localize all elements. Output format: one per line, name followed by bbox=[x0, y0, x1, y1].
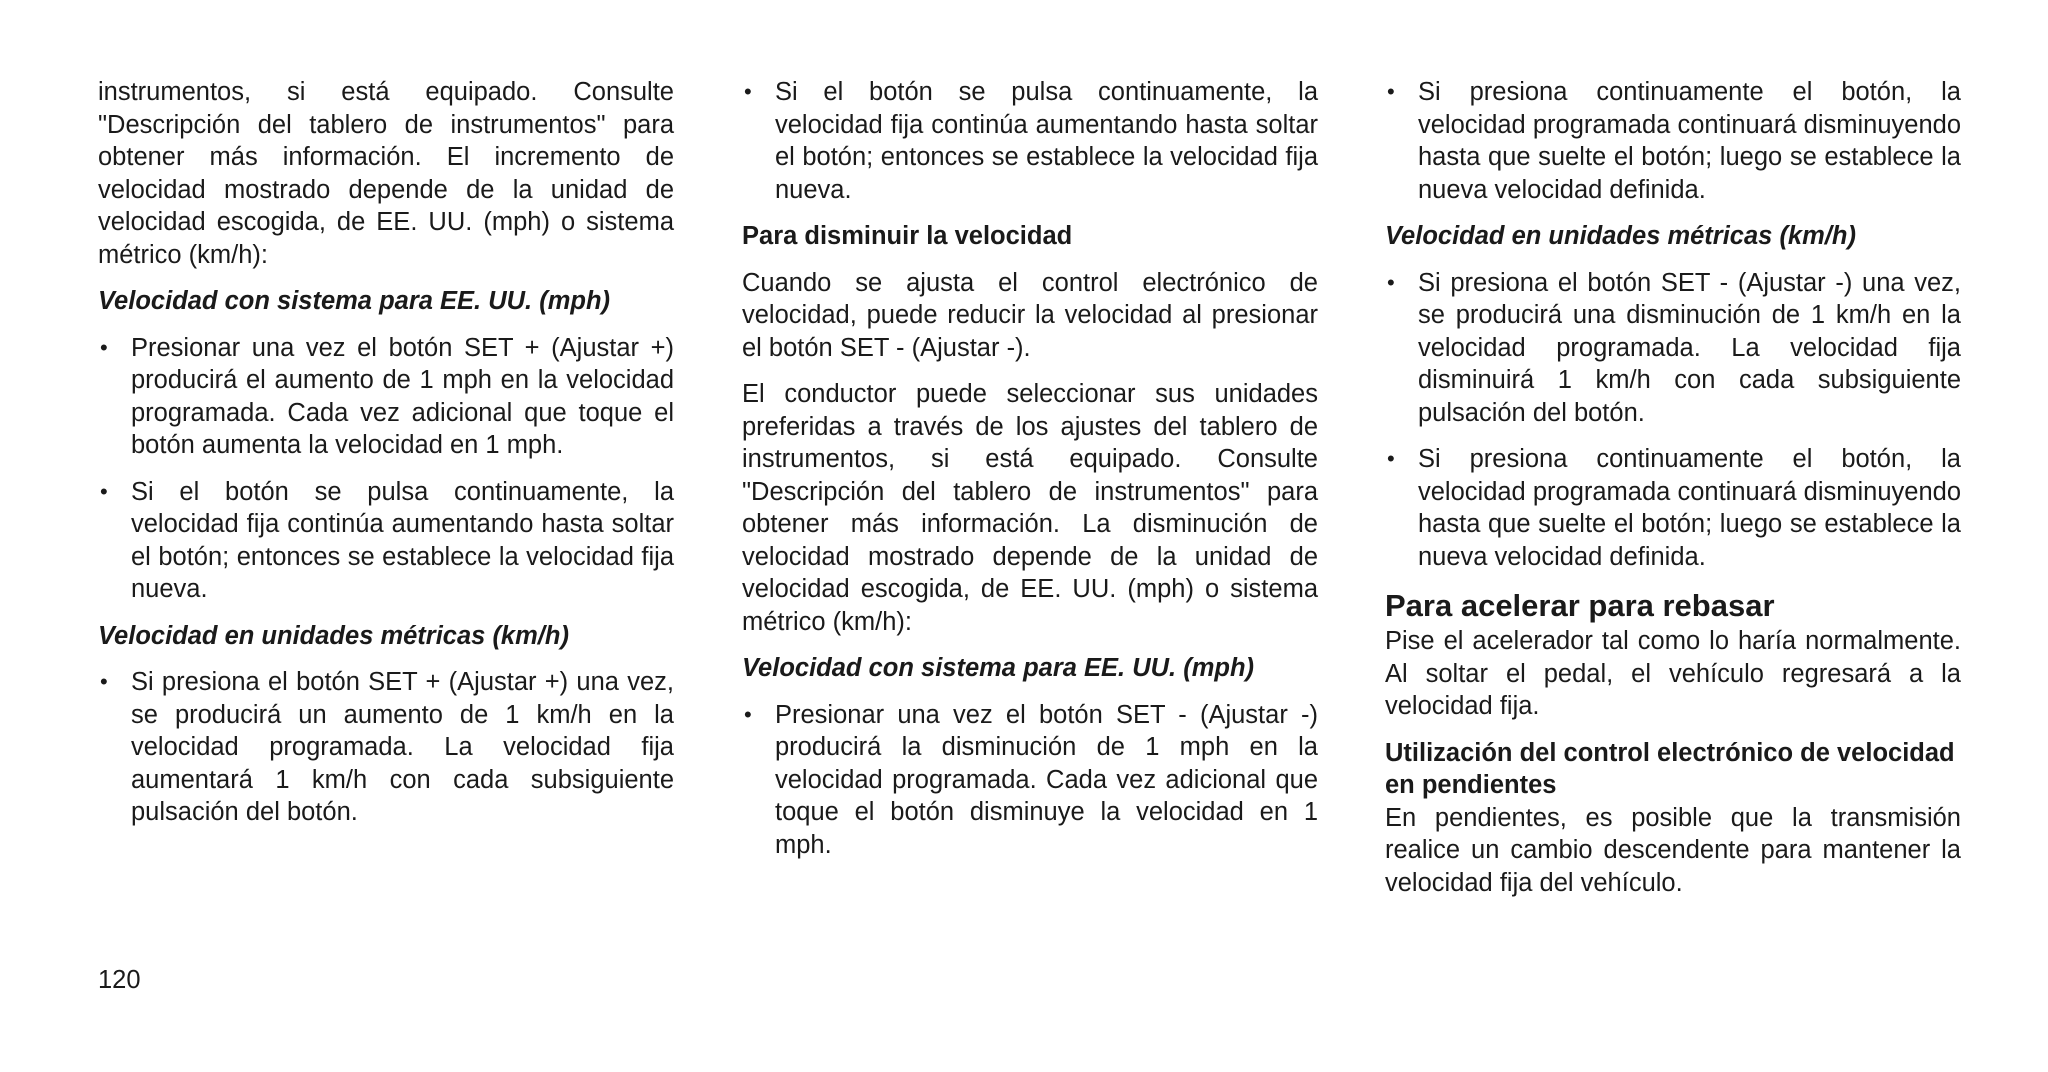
subheading-metric-units: Velocidad en unidades métricas (km/h) bbox=[1385, 222, 1856, 250]
paragraph: En pendientes, es posible que la transmisión realice un cambio descendente para mantener la velocidad fija del vehículo. bbox=[1385, 803, 1961, 897]
paragraph: instrumentos, si está equipado. Consulte "Descripción del tablero de instrumentos" para obtener más información. El incremento de velocidad mostrado depende de la unidad de velocidad escogida, de EE. UU. (mph) o sistema métrico (km/h): bbox=[98, 78, 674, 269]
subheading-us-units: Velocidad con sistema para EE. UU. (mph) bbox=[98, 287, 611, 315]
list-item: • Si presiona continuamente el botón, la velocidad programada continuará disminuyendo hasta que suelte el botón; luego se establece la nueva velocidad definida. bbox=[1385, 443, 1961, 573]
list-item: • Si presiona continuamente el botón, la velocidad programada continuará disminuyendo hasta que suelte el botón; luego se establece la nueva velocidad definida. bbox=[1385, 76, 1961, 206]
column-right bbox=[1385, 76, 1961, 913]
section-title-passing: Para acelerar para rebasar bbox=[1385, 588, 1775, 623]
bullet-list bbox=[742, 699, 1318, 862]
list-item: • Si presiona el botón SET + (Ajustar +) una vez, se producirá un aumento de 1 km/h en la velocidad programada. La velocidad fija aumentará 1 km/h con cada subsiguiente pulsación del botón. bbox=[98, 666, 674, 829]
subheading-metric-units: Velocidad en unidades métricas (km/h) bbox=[98, 621, 569, 650]
column-middle bbox=[742, 76, 1318, 875]
list-item: • Si el botón se pulsa continuamente, la velocidad fija continúa aumentando hasta soltar el botón; entonces se establece la velocidad fija nueva. bbox=[742, 76, 1318, 206]
list-item: • Presionar una vez el botón SET + (Ajustar +) producirá el aumento de 1 mph en la velocidad programada. Cada vez adicional que toque el botón aumenta la velocidad en 1 mph. bbox=[98, 332, 674, 462]
paragraph: El conductor puede seleccionar sus unidades preferidas a través de los ajustes del tablero de instrumentos, si está equipado. Consulte "Descripción del tablero de instrumentos" para obtener más información. La disminución de velocidad mostrado depende de la unidad de velocidad escogida, de EE. UU. (mph) o sistema métrico (km/h): bbox=[742, 380, 1318, 636]
list-item: • Si el botón se pulsa continuamente, la velocidad fija continúa aumentando hasta soltar el botón; entonces se establece la velocidad fija nueva. bbox=[98, 476, 674, 606]
column-left bbox=[98, 76, 674, 843]
bullet-list bbox=[1385, 76, 1961, 206]
subheading-decrease-speed: Para disminuir la velocidad bbox=[742, 222, 1073, 250]
bullet-list bbox=[98, 332, 674, 606]
bullet-list bbox=[742, 76, 1318, 206]
section-title-hills: Utilización del control electrónico de velocidad en pendientes bbox=[1385, 738, 1955, 799]
list-item: • Si presiona el botón SET - (Ajustar -) una vez, se producirá una disminución de 1 km/h en la velocidad programada. La velocidad fija disminuirá 1 km/h con cada subsiguiente pulsación del botón. bbox=[1385, 267, 1961, 430]
paragraph: Pise el acelerador tal como lo haría normalmente. Al soltar el pedal, el vehículo regresará a la velocidad fija. bbox=[1385, 627, 1961, 720]
bullet-list bbox=[1385, 267, 1961, 574]
bullet-list bbox=[98, 666, 674, 829]
subheading-us-units: Velocidad con sistema para EE. UU. (mph) bbox=[742, 654, 1255, 682]
paragraph: Cuando se ajusta el control electrónico de velocidad, puede reducir la velocidad al presionar el botón SET - (Ajustar -). bbox=[742, 268, 1318, 362]
list-item: • Presionar una vez el botón SET - (Ajustar -) producirá la disminución de 1 mph en la velocidad programada. Cada vez adicional que toque el botón disminuye la velocidad en 1 mph. bbox=[742, 699, 1318, 862]
page-number: 120 bbox=[98, 966, 141, 994]
